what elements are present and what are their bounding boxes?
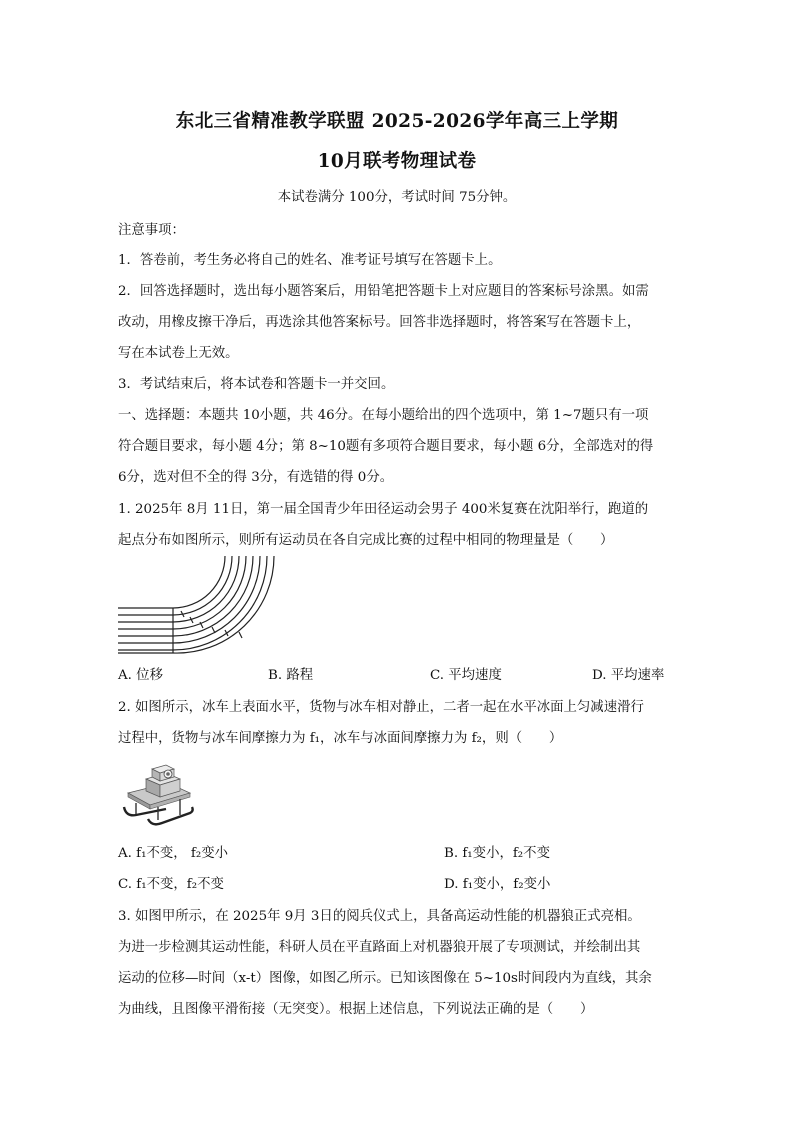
notes-line: 改动，用橡皮擦干净后，再选涂其他答案标号。回答非选择题时，将答案写在答题卡上， (118, 315, 641, 330)
notes-line: 2．回答选择题时，选出每小题答案后，用铅笔把答题卡上对应题目的答案标号涂黑。如需 (118, 284, 649, 299)
option-c: C. f₁不变，f₂不变 (118, 877, 224, 892)
option-a: A. f₁不变， f₂变小 (118, 846, 229, 861)
section-heading: 一、选择题：本题共 10小题，共 46分。在每小题给出的四个选项中，第 1~7题只有一项 (118, 408, 649, 423)
notes-line: 3．考试结束后，将本试卷和答题卡一并交回。 (118, 377, 395, 392)
sled-with-cargo-figure (122, 757, 196, 827)
notes-line: 1．答卷前，考生务必将自己的姓名、准考证号填写在答题卡上。 (118, 253, 502, 268)
question-2-text: 2. 如图所示，冰车上表面水平，货物与冰车相对静止，二者一起在水平冰面上匀减速滑行 (118, 700, 644, 715)
notes-line: 写在本试卷上无效。 (118, 346, 239, 361)
exam-info: 本试卷满分 100分，考试时间 75分钟。 (277, 190, 517, 205)
option-c: C. 平均速度 (430, 668, 502, 683)
question-3-text: 3. 如图甲所示，在 2025年 9月 3日的阅兵仪式上，具备高运动性能的机器狼正式亮相。 (118, 909, 641, 924)
page-title-second-line: 10月联考物理试卷 (317, 151, 477, 172)
page-title: 东北三省精准教学联盟 2025-2026学年高三上学期 (175, 111, 619, 132)
section-text: 6分，选对但不全的得 3分，有选错的得 0分。 (118, 470, 394, 485)
question-1-text: 1. 2025年 8月 11日，第一届全国青少年田径运动会男子 400米复赛在沈阳举行，跑道的 (118, 502, 649, 517)
question-2-text: 过程中，货物与冰车间摩擦力为 f₁，冰车与冰面间摩擦力为 f₂，则（ ） (118, 731, 563, 746)
option-d: D. f₁变小，f₂变小 (444, 877, 551, 892)
question-3-text: 为曲线，且图像平滑衔接（无突变）。根据上述信息，下列说法正确的是（ ） (118, 1002, 594, 1017)
question-3-text: 运动的位移—时间（x-t）图像，如图乙所示。已知该图像在 5~10s时间段内为直线，其余 (118, 971, 652, 986)
question-3-text: 为进一步检测其运动性能，科研人员在平直路面上对机器狼开展了专项测试，并绘制出其 (118, 940, 641, 955)
option-d: D. 平均速率 (592, 668, 665, 683)
running-track-figure (118, 556, 284, 654)
option-b: B. f₁变小，f₂不变 (444, 846, 550, 861)
notes-heading: 注意事项： (118, 223, 185, 238)
option-b: B. 路程 (268, 668, 314, 683)
question-1-text: 起点分布如图所示，则所有运动员在各自完成比赛的过程中相同的物理量是（ ） (118, 533, 614, 548)
section-text: 符合题目要求，每小题 4分；第 8~10题有多项符合题目要求，每小题 6分，全部选对的得 (118, 439, 654, 454)
option-a: A. 位移 (118, 668, 163, 683)
